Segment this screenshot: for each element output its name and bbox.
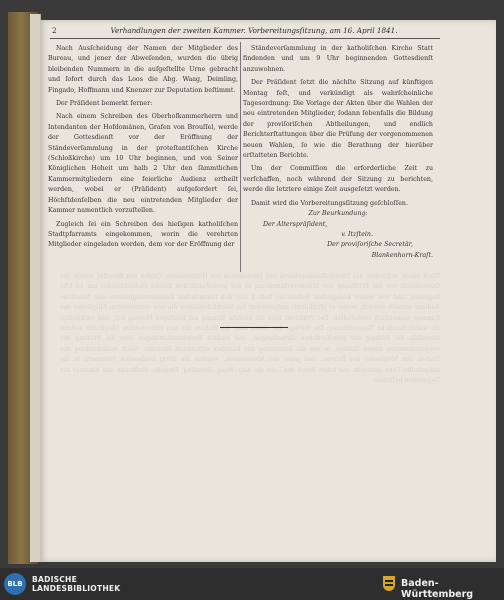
blb-logo-icon[interactable]: BLB [4,573,26,595]
attest-line: Zur Beurkundung: [308,210,368,218]
page-header [50,26,440,39]
paragraph: Nach Ausſcheidung der Namen der Mitglieder des Bureau, und jener der Abweſenden, wurden die übrig bleibenden Nummern in die aufgeſtellte Urne gebracht und ſofort durch das Loos die Abg. Waag, Deimling, Fingado, Hoffmann und Knenzer zur Deputation beſtimmt. [48,45,238,94]
footer-bar [0,568,504,600]
signature-name-1: v. Itzſtein. [341,230,373,238]
paragraph: Der Präſident ſetzt die nächſte Sitzung auf künftigen Montag feſt, und verkündigt als wahrſcheinliche Tagesordnung: Die Vorlage der Akten über die Wahlen der neu eintretenden Mitglieder, ſodann ſebenfalls die Bildung der proviſoriſchen Abtheilungen, und endlich Berichterſtattungen über die Prüfung der vorgenommenen neuen Wahlen, ſo wie die Berathung der hierüber erſtatteten Berichte. [243,79,433,160]
paragraph: Nach einem Schreiben des Oberhofkammerherrn und Intendanten der Hofdomänen, Grafen von Brouſſel, werde der Gottesdienſt vor der Eröffnung der Ständeverſammlung in der proteſtantiſchen Kirche (Schloßkirche) um 10 Uhr beginnen, und von Seiner Königlichen Hoheit um halb 2 Uhr den ſämmtlichen Kammermitgliedern eine feierliche Audienz ertheilt werden, wobei er (Präſident) aufgefordert ſei, Höchſtdenſelben die neu eintretenden Mitglieder der Kammer namentlich vorzuſtellen. [48,113,238,215]
paragraph: Zugleich ſei ein Schreiben des hieſigen katholiſchen Stadtpfarramts eingekommen, worin die verehrten Mitglieder eingeladen werden, dem vor der Eröffnung der [48,220,238,249]
show-through-text: Nach einem Schreiben des Oberhofkammerherrn und Intendanten der Hofdomänen, Grafen von Brouſſel, werde der Gottesdienſt vor der Eröffnung der Ständeverſammlung in der proteſtantiſchen Kirche (Schloßkirche) um 10 Uhr beginnen, und von Seiner Königlichen Hoheit um halb 2 Uhr den ſämmtlichen Kammermitgliedern eine feierliche Audienz ertheilt werden, wobei er (Präſident) aufgefordert ſei, Höchſtdenſelben die neu eintretenden Mitglieder der Kammer namentlich vorzuſtellen. Der Präſident ſetzt die nächſte Sitzung auf künftigen Montag feſt, und verkündigt als wahrſcheinliche Tagesordnung: Die Vorlage der Akten über die Wahlen der neu eintretenden Mitglieder, ſodann ſebenfalls die Bildung der proviſoriſchen Abtheilungen, und endlich Berichterſtattungen über die Prüfung der vorgenommenen neuen Wahlen, ſo wie die Berathung der hierüber erſtatteten Berichte. Nach Ausſcheidung der Namen der Mitglieder des Bureau, und jener der Abweſenden, wurden die übrig bleibenden Nummern in die aufgeſtellte Urne gebracht und ſofort durch das Loos die Abg. Waag, Deimling, Fingado, Hoffmann und Knenzer zur Deputation beſtimmt. [60,273,440,385]
left-column [48,44,238,272]
signature-role-1: Der Alterspräſident, [263,220,328,228]
page-number: 2 [52,26,57,35]
signature-name-2: Blankenhorn-Kraſt. [371,251,433,259]
blb-name[interactable]: BADISCHE LANDESBIBLIOTHEK [32,575,121,593]
baden-wuerttemberg-name[interactable]: Baden-Württemberg [401,578,474,600]
paragraph: Ständeverſammlung in der katholiſchen Kirche Statt findenden und um 9 Uhr beginnenden Gottesdienſt anzuwohnen. [243,45,433,73]
paragraph: Der Präſident bemerkt ferner: [56,100,153,108]
paragraph: Um der Commiſſion die erforderliche Zeit zu verſchaffen, noch während der Sitzung zu berichten, werde die letztere einige Zeit ausgeſetzt werden. [243,165,433,194]
baden-wuerttemberg-crest-icon [383,576,395,591]
column-divider [240,42,241,272]
running-head: Verhandlungen der zweiten Kammer. Vorbereitungsſitzung, am 16. April 1841. [110,26,398,35]
right-column [243,44,433,261]
paragraph: Damit wird die Vorbereitungsſitzung geſchloſſen. [251,199,408,207]
signature-role-2: Der proviſoriſche Secretär, [327,241,413,249]
